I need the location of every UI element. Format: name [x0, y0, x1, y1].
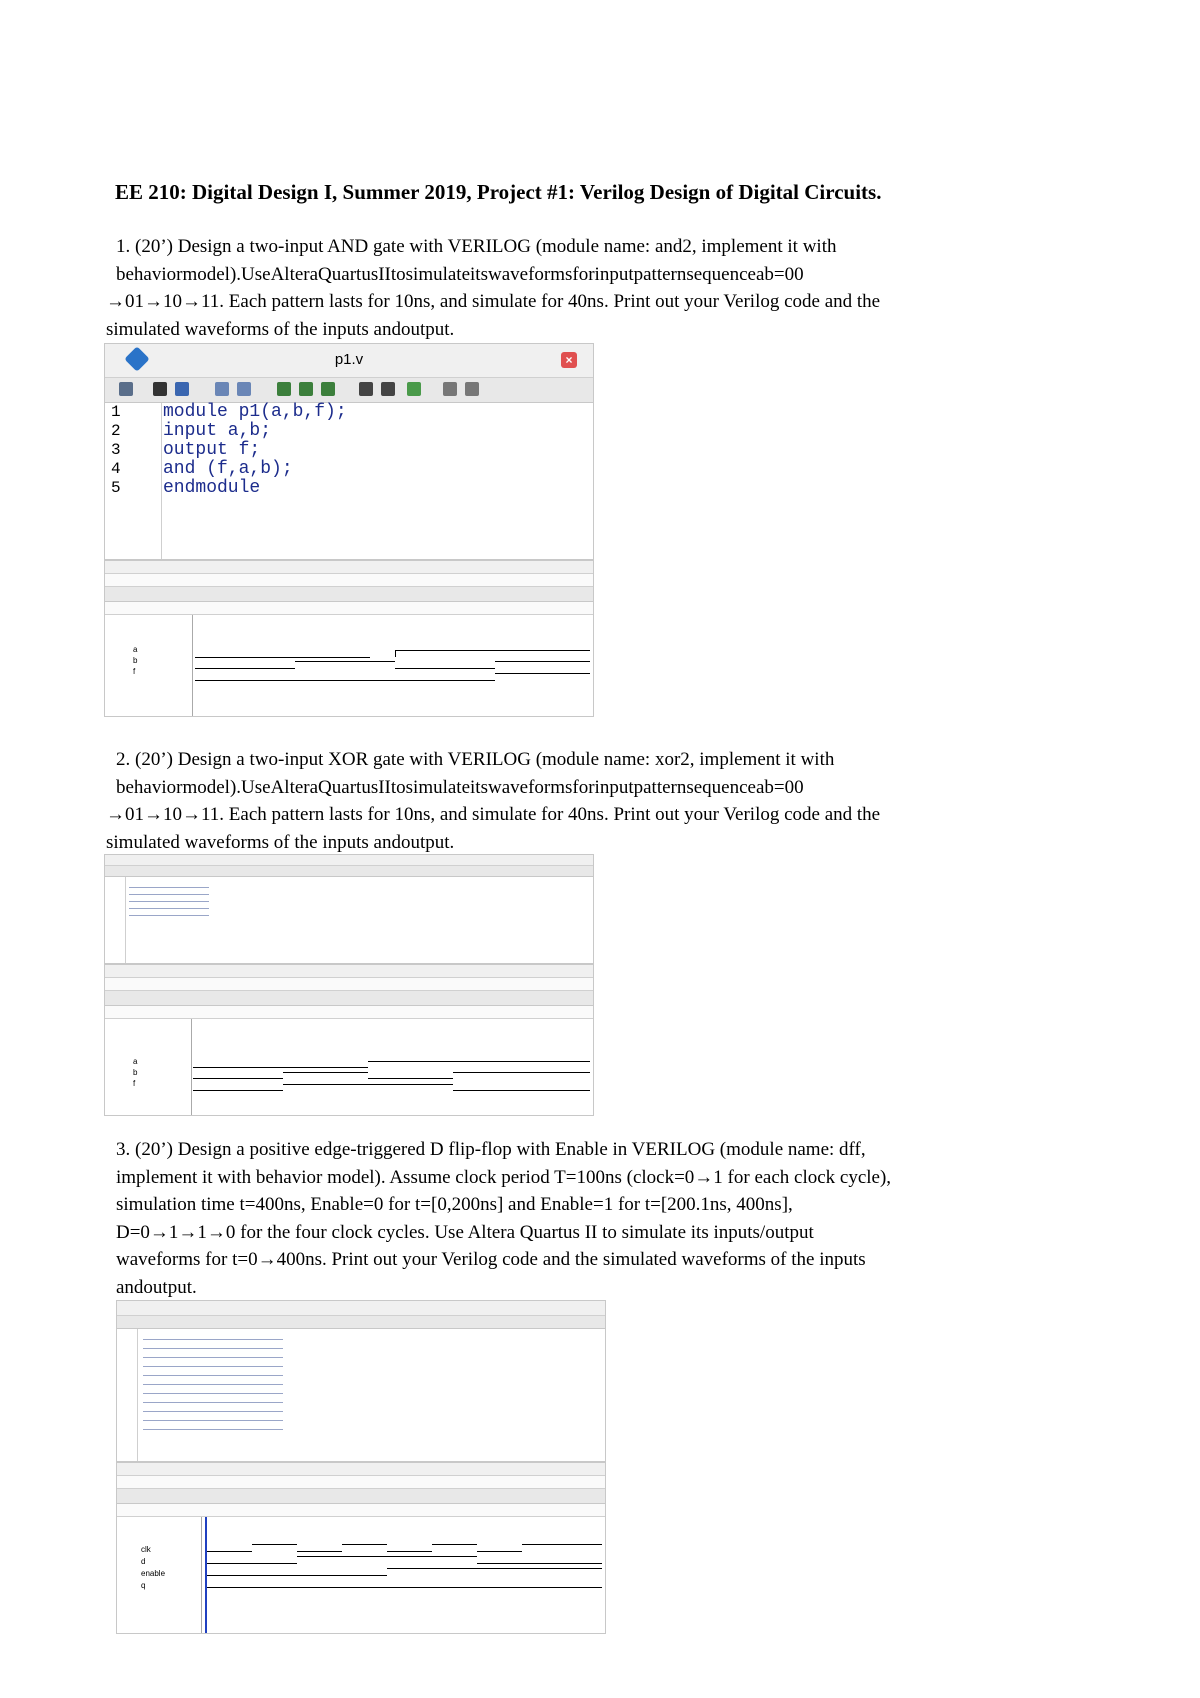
waveform-window-1	[104, 560, 594, 717]
question-2-line: →01→10→11. Each pattern lasts for 10ns, and simulate for 40ns. Print out your Verilog code and the	[106, 804, 881, 825]
menu-bar	[117, 1476, 605, 1489]
editor-titlebar	[105, 855, 593, 866]
question-1-line: →01→10→11. Each pattern lasts for 10ns, and simulate for 40ns. Print out your Verilog code and the	[106, 291, 881, 312]
time-bar	[117, 1504, 605, 1517]
code-line: endmodule	[163, 478, 261, 498]
signal-name: b	[133, 656, 138, 665]
insert-template-icon[interactable]	[299, 382, 313, 396]
time-bar	[105, 602, 593, 615]
bookmark-icon[interactable]	[359, 382, 373, 396]
line-number: 3	[111, 441, 121, 459]
editor-window-2	[104, 854, 594, 964]
signal-name: b	[133, 1068, 138, 1077]
editor-window-3	[116, 1300, 606, 1462]
save-icon[interactable]	[119, 382, 133, 396]
signal-name: clk	[141, 1545, 151, 1554]
editor-title: p1.v	[334, 351, 364, 368]
unindent-icon[interactable]	[237, 382, 251, 396]
settings-icon[interactable]	[443, 382, 457, 396]
waveform-toolbar	[117, 1489, 605, 1504]
code-area[interactable]	[163, 403, 347, 498]
insert-icon[interactable]	[277, 382, 291, 396]
line-number-gutter	[117, 1329, 138, 1461]
code-area[interactable]	[129, 881, 209, 921]
editor-titlebar	[117, 1301, 605, 1316]
waveform-titlebar	[105, 965, 593, 978]
waveform-toolbar	[105, 587, 593, 602]
question-3-line: 3. (20’) Design a positive edge-triggered D flip-flop with Enable in VERILOG (module name: dff,	[116, 1139, 866, 1160]
question-2-line: simulated waveforms of the inputs andoutput.	[106, 831, 455, 853]
question-1-line: 1. (20’) Design a two-input AND gate with VERILOG (module name: and2, implement it with	[116, 236, 837, 257]
signal-name: q	[141, 1581, 146, 1590]
list-icon[interactable]	[465, 382, 479, 396]
question-2-line: 2. (20’) Design a two-input XOR gate with VERILOG (module name: xor2, implement it with	[116, 749, 835, 770]
code-area[interactable]	[143, 1331, 283, 1431]
page-title: EE 210: Digital Design I, Summer 2019, Project #1: Verilog Design of Digital Circuits.	[115, 180, 882, 204]
signal-name-panel	[105, 615, 193, 716]
find-icon[interactable]	[153, 382, 167, 396]
question-3-line: simulation time t=400ns, Enable=0 for t=[0,200ns] and Enable=1 for t=[200.1ns, 400ns],	[116, 1194, 793, 1215]
waveform-titlebar	[117, 1463, 605, 1476]
editor-toolbar	[105, 866, 593, 877]
editor-toolbar	[117, 1316, 605, 1329]
question-3-line: waveforms for t=0→400ns. Print out your Verilog code and the simulated waveforms of the inputs	[116, 1249, 866, 1270]
signal-name: f	[133, 1079, 136, 1088]
question-1-line: simulated waveforms of the inputs andoutput.	[106, 318, 455, 340]
editor-titlebar	[105, 344, 593, 378]
question-2	[106, 746, 1066, 856]
code-line: output f;	[163, 440, 261, 460]
editor-window-1	[104, 343, 594, 560]
goto-icon[interactable]	[175, 382, 189, 396]
question-2-line: behaviormodel).UseAlteraQuartusIItosimulateitswaveformsforinputpatternsequenceab=00	[116, 776, 804, 798]
signal-name: enable	[141, 1569, 166, 1578]
waveform-window-2	[104, 964, 594, 1116]
line-number-gutter	[105, 877, 126, 963]
code-line: and (f,a,b);	[163, 459, 293, 479]
question-3	[106, 1136, 1066, 1301]
signal-name-panel	[105, 1019, 192, 1115]
line-number: 1	[111, 403, 121, 421]
indent-icon[interactable]	[215, 382, 229, 396]
question-3-line: implement it with behavior model). Assume clock period T=100ns (clock=0→1 for each clock cycle),	[116, 1166, 892, 1188]
signal-name: a	[133, 1057, 138, 1066]
editor-toolbar	[105, 378, 593, 403]
question-1	[106, 233, 1066, 343]
signal-name: d	[141, 1557, 146, 1566]
line-number-gutter	[105, 403, 162, 559]
close-icon[interactable]: ×	[561, 352, 577, 368]
bookmark-next-icon[interactable]	[381, 382, 395, 396]
line-number: 4	[111, 460, 121, 478]
line-number: 5	[111, 479, 121, 497]
code-line: input a,b;	[163, 421, 272, 441]
menu-bar	[105, 574, 593, 587]
signal-name: f	[133, 667, 136, 676]
comment-icon[interactable]	[321, 382, 335, 396]
question-1-line: behaviormodel).UseAlteraQuartusIItosimulateitswaveformsforinputpatternsequenceab=00	[116, 263, 804, 285]
line-number: 2	[111, 422, 121, 440]
waveform-titlebar	[105, 561, 593, 574]
waveform-window-3	[116, 1462, 606, 1634]
signal-name: a	[133, 645, 138, 654]
waveform-toolbar	[105, 991, 593, 1006]
signal-name-panel	[117, 1517, 202, 1633]
time-bar	[105, 1006, 593, 1019]
question-3-line: D=0→1→1→0 for the four clock cycles. Use Altera Quartus II to simulate its inputs/output	[116, 1221, 814, 1243]
code-line: module p1(a,b,f);	[163, 402, 347, 422]
check-icon[interactable]	[407, 382, 421, 396]
question-3-line: andoutput.	[116, 1276, 197, 1298]
menu-bar	[105, 978, 593, 991]
